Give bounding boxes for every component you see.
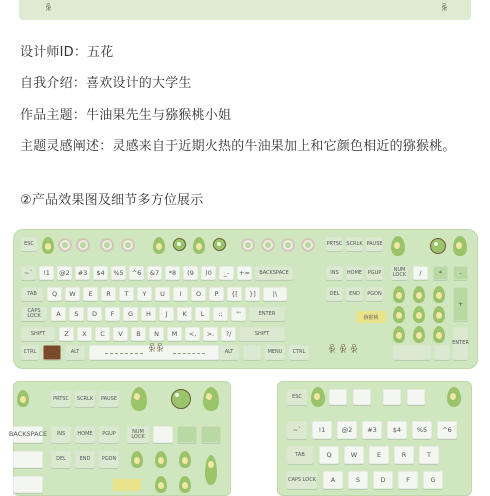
key-backspace: BACKSPACE bbox=[255, 266, 293, 280]
key-num-row: #3 bbox=[75, 266, 90, 280]
top-banner-strip bbox=[19, 0, 471, 20]
avocado-icon bbox=[131, 451, 143, 468]
key-shift-right: SHIFT bbox=[239, 327, 285, 341]
key-letter: Z bbox=[59, 327, 74, 341]
key-capslock: CAPS LOCK bbox=[287, 471, 317, 489]
key-letter: "' bbox=[231, 307, 246, 321]
key-letter: Q bbox=[319, 446, 339, 464]
avocado-icon bbox=[433, 286, 445, 303]
key-f4 bbox=[407, 389, 425, 405]
key-backslash bbox=[13, 451, 43, 468]
intro-text: 自我介绍：喜欢设计的大学生 bbox=[20, 76, 192, 91]
key-nav: INS bbox=[326, 266, 343, 280]
flag-label: 猕猴桃 bbox=[356, 311, 386, 323]
key-numlock: NUM LOCK bbox=[127, 426, 149, 443]
key-pgdn: PGDN bbox=[99, 451, 119, 468]
key-nav: HOME bbox=[346, 266, 363, 280]
space-dots bbox=[105, 353, 143, 354]
key-pause: PAUSE bbox=[99, 391, 119, 407]
round-keycap-icon bbox=[301, 238, 315, 252]
key-letter: E bbox=[369, 446, 389, 464]
key-num-star bbox=[177, 426, 197, 443]
kiwi-icon bbox=[173, 238, 186, 251]
key-letter: V bbox=[113, 327, 128, 341]
key-nav: PGUP bbox=[366, 266, 383, 280]
avocado-icon bbox=[42, 237, 54, 254]
round-keycap-icon bbox=[100, 238, 114, 252]
key-ctrl-left: CTRL bbox=[21, 345, 39, 360]
avocado-icon bbox=[193, 237, 205, 254]
key-num-row: @2 bbox=[57, 266, 72, 280]
kiwi-figure-icon: ꆜ bbox=[441, 4, 449, 14]
key-num-row: ~` bbox=[287, 421, 307, 439]
key-alt-right: ALT bbox=[219, 345, 239, 360]
key-letter: F bbox=[398, 471, 418, 489]
key-home: HOME bbox=[75, 426, 95, 443]
key-num-star: * bbox=[433, 266, 448, 280]
key-letter: T bbox=[119, 287, 134, 301]
key-letter: S bbox=[69, 307, 84, 321]
key-menu: MENU bbox=[265, 345, 285, 360]
key-letter: X bbox=[77, 327, 92, 341]
avocado-icon bbox=[179, 476, 191, 493]
key-letter: K bbox=[177, 307, 192, 321]
key-esc: ESC bbox=[287, 389, 307, 405]
key-letter: G bbox=[123, 307, 138, 321]
section-heading: ②产品效果图及细节多方位展示 bbox=[20, 193, 204, 208]
key-letter: :; bbox=[213, 307, 228, 321]
key-letter: J bbox=[159, 307, 174, 321]
key-letter: S bbox=[348, 471, 368, 489]
key-num-minus: - bbox=[453, 266, 468, 280]
key-nav: DEL bbox=[326, 287, 343, 301]
key-num-0 bbox=[393, 345, 431, 360]
avocado-icon bbox=[447, 387, 461, 407]
key-letter: W bbox=[65, 287, 80, 301]
key-num-row: #3 bbox=[362, 421, 382, 439]
key-letter: Q bbox=[47, 287, 62, 301]
key-capslock: CAPS LOCK bbox=[21, 307, 47, 321]
key-num-row: *8 bbox=[165, 266, 180, 280]
key-scrlk: SCRLK bbox=[75, 391, 95, 407]
key-prtsc: PRTSC bbox=[51, 391, 71, 407]
key-prtsc: PRTSC bbox=[326, 237, 343, 251]
round-keycap-icon bbox=[121, 238, 135, 252]
key-num-dot bbox=[434, 345, 450, 360]
key-num-slash: / bbox=[413, 266, 428, 280]
avocado-icon bbox=[393, 306, 405, 323]
kiwi-icon bbox=[171, 389, 191, 409]
keyboard-detail-right-image bbox=[277, 381, 472, 496]
avocado-figure-icon: ꆜ bbox=[45, 4, 53, 14]
key-letter: }] bbox=[245, 287, 260, 301]
key-letter: I bbox=[173, 287, 188, 301]
keyboard-detail-left-image bbox=[8, 381, 231, 496]
key-nav: PGDN bbox=[366, 287, 383, 301]
key-num-row: !1 bbox=[39, 266, 54, 280]
keyboard-main-image bbox=[13, 229, 478, 369]
key-letter: T bbox=[419, 446, 439, 464]
avocado-icon bbox=[453, 236, 467, 256]
key-letter: Y bbox=[137, 287, 152, 301]
key-letter: D bbox=[87, 307, 102, 321]
key-letter: O bbox=[191, 287, 206, 301]
key-letter: {[ bbox=[227, 287, 242, 301]
key-letter: A bbox=[323, 471, 343, 489]
designer-id-text: 设计师ID：五花 bbox=[20, 45, 114, 60]
avocado-kiwi-couple-icon: ꆜꆜ bbox=[148, 344, 164, 355]
key-ins: INS bbox=[51, 426, 71, 443]
avocado-icon bbox=[433, 326, 445, 343]
key-letter: R bbox=[394, 446, 414, 464]
key-num-enter: ENTER bbox=[453, 327, 468, 360]
key-letter: <, bbox=[185, 327, 200, 341]
round-keycap-icon bbox=[76, 238, 90, 252]
key-fn bbox=[243, 345, 261, 360]
key-del: DEL bbox=[51, 451, 71, 468]
key-num-row: $4 bbox=[93, 266, 108, 280]
key-nav: END bbox=[346, 287, 363, 301]
key-backslash: |\ bbox=[263, 287, 287, 301]
key-numlock: NUM LOCK bbox=[392, 267, 407, 278]
key-num-row: += bbox=[237, 266, 252, 280]
key-letter: H bbox=[141, 307, 156, 321]
avocado-icon bbox=[155, 476, 167, 493]
key-num-plus: + bbox=[453, 287, 468, 321]
avocado-icon bbox=[155, 451, 167, 468]
key-letter: E bbox=[83, 287, 98, 301]
avocado-icon bbox=[393, 326, 405, 343]
key-ctrl-right: CTRL bbox=[289, 345, 309, 360]
inspiration-text: 主题灵感阐述：灵感来自于近期火热的牛油果加上和它颜色相近的猕猴桃。 bbox=[20, 139, 456, 154]
key-letter: R bbox=[101, 287, 116, 301]
key-enter: ENTER bbox=[249, 307, 285, 321]
key-num-row: %5 bbox=[412, 421, 432, 439]
avocado-icon bbox=[413, 286, 425, 303]
key-scrlk: SCRLK bbox=[346, 237, 363, 251]
key-end: END bbox=[75, 451, 95, 468]
key-num-row: )0 bbox=[201, 266, 216, 280]
round-keycap-icon bbox=[261, 238, 275, 252]
key-shift-left: SHIFT bbox=[21, 327, 55, 341]
key-pgup: PGUP bbox=[99, 426, 119, 443]
key-letter: >. bbox=[203, 327, 218, 341]
key-letter: B bbox=[131, 327, 146, 341]
key-win bbox=[43, 345, 61, 360]
key-letter: L bbox=[195, 307, 210, 321]
theme-text: 作品主题：牛油果先生与猕猴桃小姐 bbox=[20, 108, 232, 123]
key-tab: TAB bbox=[21, 287, 43, 301]
key-letter: P bbox=[209, 287, 224, 301]
flag-label bbox=[113, 479, 141, 491]
key-num-row: _- bbox=[219, 266, 234, 280]
avocado-icon bbox=[153, 237, 165, 254]
key-enter bbox=[13, 476, 43, 493]
key-num-minus bbox=[201, 426, 221, 443]
kiwi-icon bbox=[430, 238, 446, 254]
key-esc: ESC bbox=[21, 237, 37, 251]
key-letter: G bbox=[423, 471, 443, 489]
key-num-row: &7 bbox=[147, 266, 162, 280]
space-dots bbox=[173, 353, 205, 354]
key-letter: C bbox=[95, 327, 110, 341]
key-num-row: $4 bbox=[387, 421, 407, 439]
key-num-row: ~` bbox=[21, 266, 36, 280]
key-num-row: ^6 bbox=[129, 266, 144, 280]
key-alt-left: ALT bbox=[65, 345, 85, 360]
key-num-row: !1 bbox=[312, 421, 332, 439]
round-keycap-icon bbox=[281, 238, 295, 252]
avocado-icon bbox=[391, 236, 405, 256]
key-letter: A bbox=[51, 307, 66, 321]
key-num-row: (9 bbox=[183, 266, 198, 280]
avocado-icon bbox=[205, 455, 217, 485]
avocado-icon bbox=[393, 286, 405, 303]
round-keycap-icon bbox=[58, 238, 72, 252]
key-letter: W bbox=[344, 446, 364, 464]
avocado-icon bbox=[179, 451, 191, 468]
key-num-row: ^6 bbox=[437, 421, 457, 439]
avocado-icon bbox=[203, 387, 219, 411]
key-pause: PAUSE bbox=[366, 237, 383, 251]
avocado-icon bbox=[433, 306, 445, 323]
key-backspace: BACKSPACE bbox=[13, 426, 43, 443]
avocado-icon bbox=[131, 387, 147, 411]
key-letter: M bbox=[167, 327, 182, 341]
key-letter: N bbox=[149, 327, 164, 341]
key-f1 bbox=[329, 389, 347, 405]
key-f3 bbox=[383, 389, 401, 405]
avocado-icon bbox=[17, 390, 29, 407]
avocado-icon bbox=[311, 387, 325, 407]
key-num-row: %5 bbox=[111, 266, 126, 280]
avocado-figure-icon: ꆜ ꆜ ꆜ bbox=[328, 345, 358, 356]
avocado-icon bbox=[413, 306, 425, 323]
avocado-icon bbox=[413, 326, 425, 343]
key-letter: ?/ bbox=[221, 327, 236, 341]
key-letter: F bbox=[105, 307, 120, 321]
key-letter: U bbox=[155, 287, 170, 301]
round-keycap-icon bbox=[241, 238, 255, 252]
key-f2 bbox=[353, 389, 371, 405]
key-letter: D bbox=[373, 471, 393, 489]
key-tab: TAB bbox=[287, 446, 313, 464]
key-num-row: @2 bbox=[337, 421, 357, 439]
key-num-slash bbox=[153, 426, 173, 443]
kiwi-icon bbox=[213, 238, 226, 251]
